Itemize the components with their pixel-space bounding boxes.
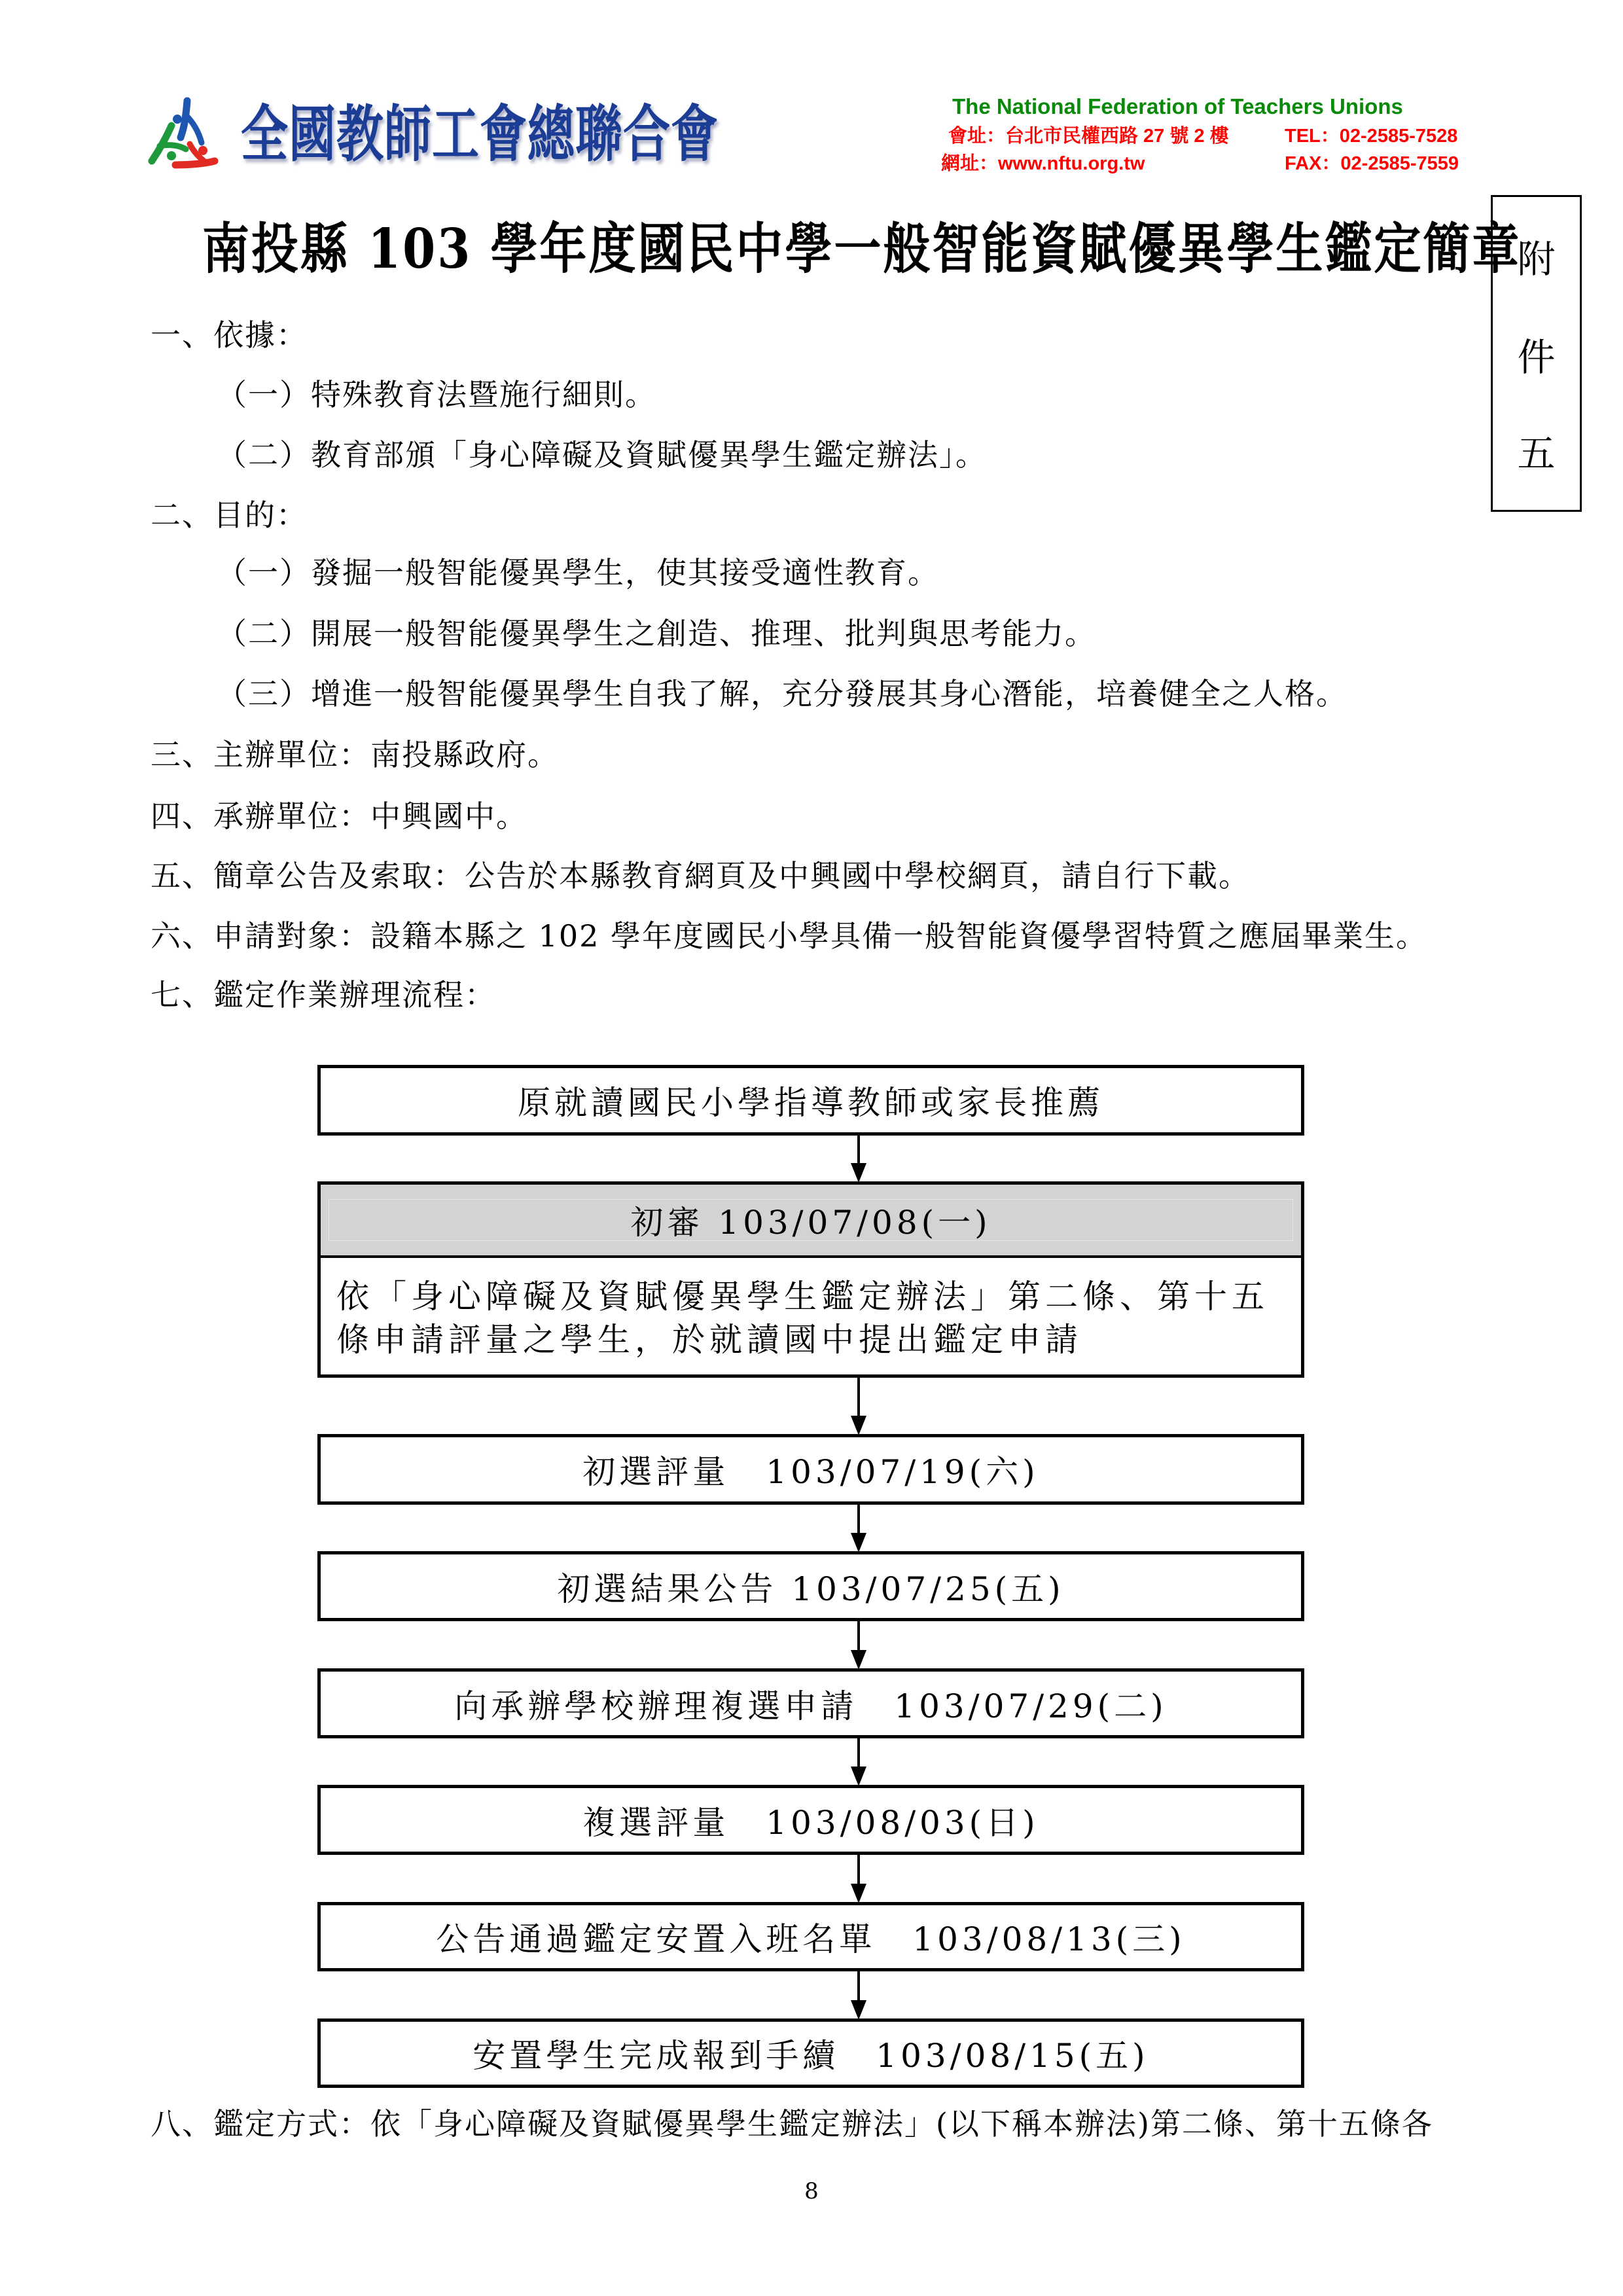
flow-step-second-application xyxy=(317,1668,1304,1738)
arrow-down-icon xyxy=(849,1971,868,2020)
document-title: 南投縣 103 學年度國民中學一般智能資賦優異學生鑑定簡章 xyxy=(202,216,1522,281)
section-item: （一）特殊教育法暨施行細則。 xyxy=(217,377,656,412)
section-heading-purpose: 二、目的： xyxy=(151,497,308,533)
arrow-down-icon xyxy=(849,1378,868,1435)
section-heading-process: 七、鑑定作業辦理流程： xyxy=(151,977,496,1013)
flow-step-placement-list xyxy=(317,1902,1304,1971)
org-address: 會址：台北市民權西路 27 號 2 樓 xyxy=(948,126,1229,147)
flow-step-recommendation xyxy=(317,1065,1304,1136)
arrow-down-icon xyxy=(849,1855,868,1903)
flow-step-text: 向承辦學校辦理複選申請 103/07/29(二) xyxy=(454,1687,1168,1725)
org-name-zh: 全國教師工會總聯合會 xyxy=(241,98,719,170)
section-heading-method: 八、鑑定方式：依「身心障礙及資賦優異學生鑑定辦法」(以下稱本辦法)第二條、第十五條各 xyxy=(151,2106,1433,2142)
section-item: （二）教育部頒「身心障礙及資賦優異學生鑑定辦法」。 xyxy=(217,437,987,473)
section-heading-host: 四、承辦單位：中興國中。 xyxy=(151,798,527,834)
arrow-down-icon xyxy=(849,1621,868,1670)
flow-step-text: 初選結果公告 103/07/25(五) xyxy=(557,1570,1065,1608)
section-heading-basis: 一、依據： xyxy=(151,317,308,353)
flow-step-description-line: 條申請評量之學生，於就讀國中提出鑑定申請 xyxy=(336,1321,1082,1359)
section-item: （一）發掘一般智能優異學生，使其接受適性教育。 xyxy=(217,555,939,590)
flow-step-second-assessment xyxy=(317,1785,1304,1855)
section-heading-applicants: 六、申請對象：設籍本縣之 102 學年度國民小學具備一般智能資優學習特質之應屆畢業生。 xyxy=(151,918,1428,954)
attachment-label-char: 附 xyxy=(1517,237,1556,281)
arrow-down-icon xyxy=(849,1738,868,1786)
arrow-down-icon xyxy=(849,1136,868,1183)
flow-step-header xyxy=(321,1185,1301,1258)
section-item: （三）增進一般智能優異學生自我了解，充分發展其身心潛能，培養健全之人格。 xyxy=(217,676,1347,711)
flow-step-header-text: 初審 103/07/08(一) xyxy=(630,1204,991,1242)
flow-step-text: 原就讀國民小學指導教師或家長推薦 xyxy=(518,1084,1104,1122)
attachment-label-box xyxy=(1491,195,1582,512)
attachment-label-char: 件 xyxy=(1517,335,1556,380)
section-heading-organizer: 三、主辦單位：南投縣政府。 xyxy=(151,737,559,772)
nftu-logo-icon xyxy=(147,97,219,169)
flow-step-preliminary-assessment xyxy=(317,1434,1304,1505)
org-tel: TEL：02-2585-7528 xyxy=(1285,126,1458,147)
flow-step-text: 複選評量 103/08/03(日) xyxy=(582,1803,1039,1842)
flow-step-text: 公告通過鑑定安置入班名單 103/08/13(三) xyxy=(436,1920,1186,1958)
page-number: 8 xyxy=(804,2178,819,2204)
flow-step-text: 初選評量 103/07/19(六) xyxy=(582,1453,1039,1491)
flow-step-text: 安置學生完成報到手續 103/08/15(五) xyxy=(473,2037,1149,2075)
flow-step-description xyxy=(321,1258,1301,1361)
org-website: 網址：www.nftu.org.tw xyxy=(941,153,1145,174)
arrow-down-icon xyxy=(849,1505,868,1552)
flow-step-initial-review xyxy=(317,1181,1304,1378)
section-item: （二）開展一般智能優異學生之創造、推理、批判與思考能力。 xyxy=(217,616,1096,651)
org-name-en: The National Federation of Teachers Unions xyxy=(952,94,1403,118)
flow-step-preliminary-results xyxy=(317,1551,1304,1621)
org-fax: FAX：02-2585-7559 xyxy=(1285,153,1459,174)
flow-step-description-line: 依「身心障礙及資賦優異學生鑑定辦法」第二條、第十五 xyxy=(336,1278,1269,1316)
attachment-label-char: 五 xyxy=(1517,431,1556,476)
flow-step-registration xyxy=(317,2018,1304,2088)
section-heading-announcement: 五、簡章公告及索取：公告於本縣教育網頁及中興國中學校網頁，請自行下載。 xyxy=(151,858,1250,893)
